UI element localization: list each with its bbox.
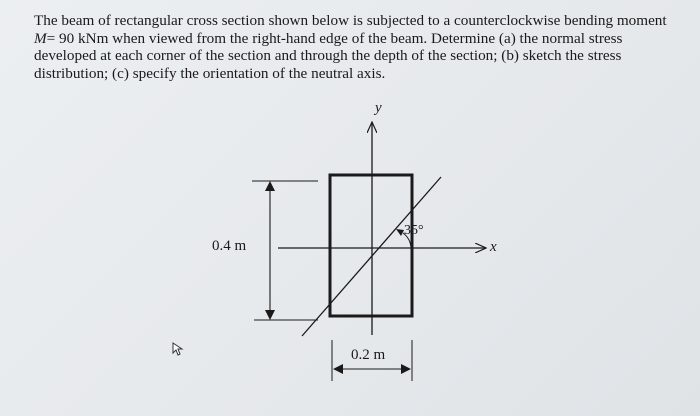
width-label: 0.2 m (351, 347, 386, 363)
width-arrow-right (401, 364, 411, 374)
beam-rectangle (330, 175, 412, 316)
x-axis-label: x (490, 239, 497, 255)
height-arrow-top (265, 181, 275, 191)
problem-line-1: The beam of rectangular cross section shown below is subjected to a counterclockwise bending moment (34, 12, 667, 29)
problem-line-2: = 90 kNm when viewed from the right-hand edge of the beam. Determine (a) the normal stress (46, 29, 623, 47)
cursor-icon (172, 342, 184, 356)
problem-line-3: developed at each corner of the section and through the depth of the section; (b) sketch the stress (34, 47, 622, 64)
angle-label: 35° (404, 223, 424, 238)
moment-symbol: M (34, 29, 47, 47)
problem-line-4: distribution; (c) specify the orientation of the neutral axis. (34, 64, 386, 82)
height-arrow-bottom (265, 310, 275, 320)
height-label: 0.4 m (212, 238, 247, 254)
angle-arrow-icon (396, 229, 404, 236)
y-axis-label: y (375, 100, 382, 116)
width-arrow-left (333, 364, 343, 374)
